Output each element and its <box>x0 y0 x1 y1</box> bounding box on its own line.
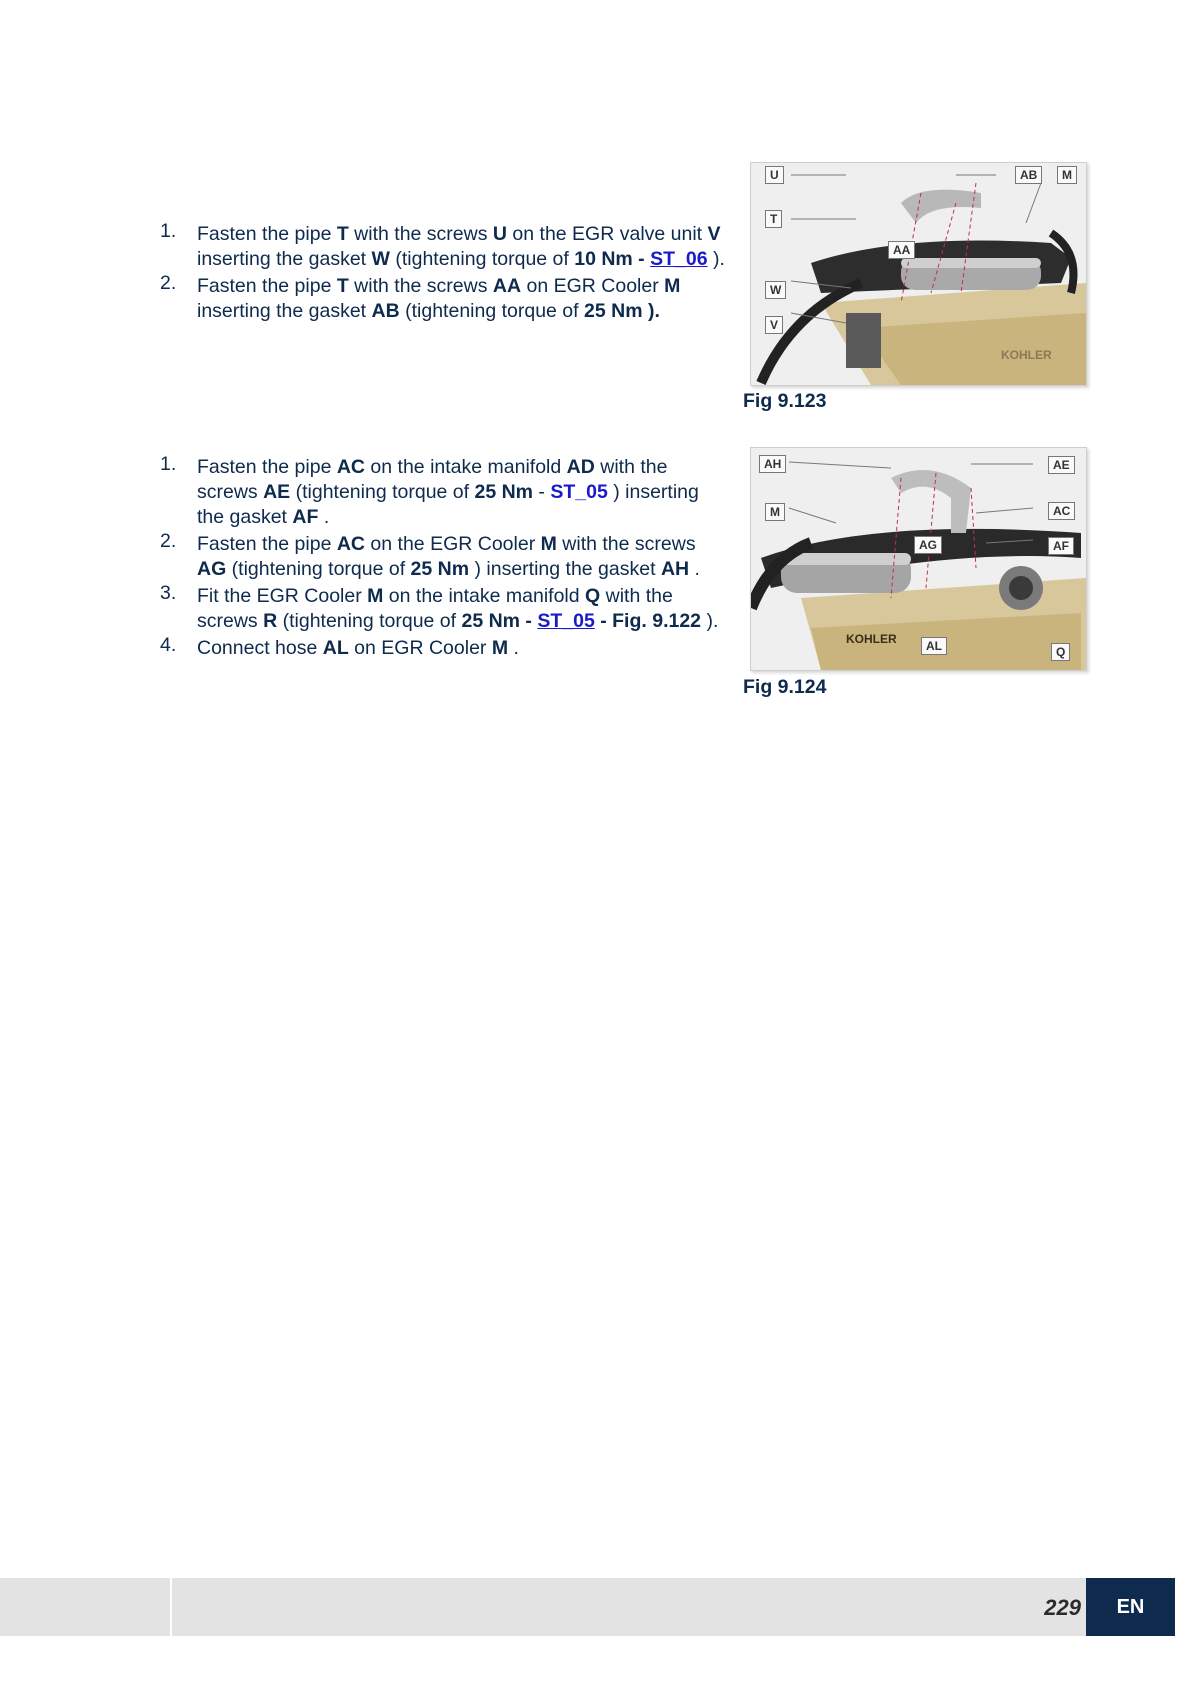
bold-term: M <box>491 637 509 659</box>
tool-reference-link[interactable]: ST_06 <box>650 248 708 270</box>
bold-term: AC <box>336 456 366 478</box>
engine-brand-text: KOHLER <box>846 632 897 646</box>
step-text: - <box>533 481 551 503</box>
bold-term: 25 Nm ). <box>584 300 660 322</box>
bold-term: AD <box>566 456 595 478</box>
callout-label: M <box>1057 166 1077 184</box>
callout-label: AB <box>1015 166 1042 184</box>
step-text: . <box>508 637 519 659</box>
step-text: with the screws <box>348 275 493 297</box>
step-number: 1. <box>160 453 177 475</box>
step-text: Fasten the pipe <box>197 533 337 555</box>
step-text: with the screws <box>556 533 696 555</box>
step-text: (tightening torque of <box>389 248 575 270</box>
step-item <box>160 636 730 661</box>
step-text: . <box>689 558 700 580</box>
bold-term: V <box>707 223 721 245</box>
step-number: 3. <box>160 582 177 604</box>
callout-label: T <box>765 210 782 228</box>
step-text: on the EGR valve unit <box>507 223 708 245</box>
step-text: on EGR Cooler <box>348 637 492 659</box>
step-text: (tightening torque of <box>277 610 462 632</box>
step-text: ). <box>701 610 719 632</box>
step-list-1 <box>160 222 730 326</box>
step-text: on the intake manifold <box>383 585 586 607</box>
tool-reference-link[interactable]: ST_05 <box>537 610 595 632</box>
step-text: with the screws <box>197 585 673 632</box>
bold-term: AA <box>492 275 522 297</box>
step-text: ) inserting the gasket <box>469 558 661 580</box>
step-text: Fasten the pipe <box>197 275 337 297</box>
tool-reference: ST_05 <box>550 481 608 503</box>
bold-term: AC <box>336 533 366 555</box>
step-text: ). <box>707 248 725 270</box>
step-text: with the screws <box>197 456 668 503</box>
bold-term: AH <box>660 558 690 580</box>
step-number: 2. <box>160 530 177 552</box>
bold-term: M <box>664 275 681 297</box>
bold-term: AG <box>197 558 227 580</box>
figure-9-124 <box>750 447 1087 671</box>
language-badge <box>1086 1578 1175 1636</box>
step-text: Fasten the pipe <box>197 456 337 478</box>
callout-label: AC <box>1048 502 1075 520</box>
bold-term: M <box>540 533 557 555</box>
bold-term: 10 Nm - <box>574 248 645 270</box>
bold-term: 25 Nm <box>474 481 534 503</box>
language-label: EN <box>1116 1595 1145 1618</box>
step-item <box>160 455 730 530</box>
step-text: inserting the gasket <box>197 248 372 270</box>
figure-9-123 <box>750 162 1087 386</box>
footer-separator <box>170 1578 172 1636</box>
bold-term: AL <box>322 637 349 659</box>
bold-term: AB <box>371 300 400 322</box>
bold-term: AE <box>263 481 291 503</box>
step-text: Connect hose <box>197 637 323 659</box>
bold-term: 25 Nm <box>410 558 470 580</box>
step-text: ) inserting the gasket <box>197 481 699 528</box>
step-item <box>160 222 730 272</box>
step-text: Fasten the pipe <box>197 223 337 245</box>
callout-label: W <box>765 281 786 299</box>
step-number: 2. <box>160 272 177 294</box>
figure-caption-9-123: Fig 9.123 <box>743 390 827 412</box>
step-text: on EGR Cooler <box>521 275 665 297</box>
engine-brand-text: KOHLER <box>1001 348 1052 362</box>
step-text: on the intake manifold <box>365 456 567 478</box>
bold-term: R <box>263 610 278 632</box>
footer-bar <box>0 1578 1175 1636</box>
step-text: (tightening torque of <box>226 558 411 580</box>
bold-term: M <box>367 585 384 607</box>
step-text: with the screws <box>348 223 493 245</box>
step-item <box>160 274 730 324</box>
figure-caption-9-124: Fig 9.124 <box>743 676 827 698</box>
bold-term: T <box>336 223 349 245</box>
bold-term: 25 Nm - <box>461 610 532 632</box>
callout-label: AH <box>759 455 786 473</box>
callout-label: AL <box>921 637 947 655</box>
step-text: on the EGR Cooler <box>365 533 541 555</box>
callout-label: V <box>765 316 783 334</box>
step-text: Fit the EGR Cooler <box>197 585 368 607</box>
page-number: 229 <box>1044 1595 1081 1620</box>
step-text: inserting the gasket <box>197 300 372 322</box>
callout-label: Q <box>1051 643 1070 661</box>
callout-label: U <box>765 166 784 184</box>
step-number: 4. <box>160 634 177 656</box>
bold-term: T <box>336 275 349 297</box>
bold-term: AF <box>292 506 319 528</box>
engine-illustration-1 <box>751 163 1086 385</box>
step-item <box>160 532 730 582</box>
bold-term: W <box>371 248 390 270</box>
bold-term: Q <box>585 585 601 607</box>
step-number: 1. <box>160 220 177 242</box>
step-text: . <box>318 506 330 528</box>
step-text: (tightening torque of <box>399 300 584 322</box>
bold-term: U <box>492 223 507 245</box>
step-list-2 <box>160 455 730 663</box>
callout-label: AE <box>1048 456 1075 474</box>
callout-label: AG <box>914 536 942 554</box>
bold-term: - Fig. 9.122 <box>600 610 702 632</box>
step-item <box>160 584 730 634</box>
callout-label: M <box>765 503 785 521</box>
callout-label: AF <box>1048 537 1074 555</box>
step-text: (tightening torque of <box>290 481 475 503</box>
callout-label: AA <box>888 241 915 259</box>
engine-illustration-2 <box>751 448 1086 670</box>
